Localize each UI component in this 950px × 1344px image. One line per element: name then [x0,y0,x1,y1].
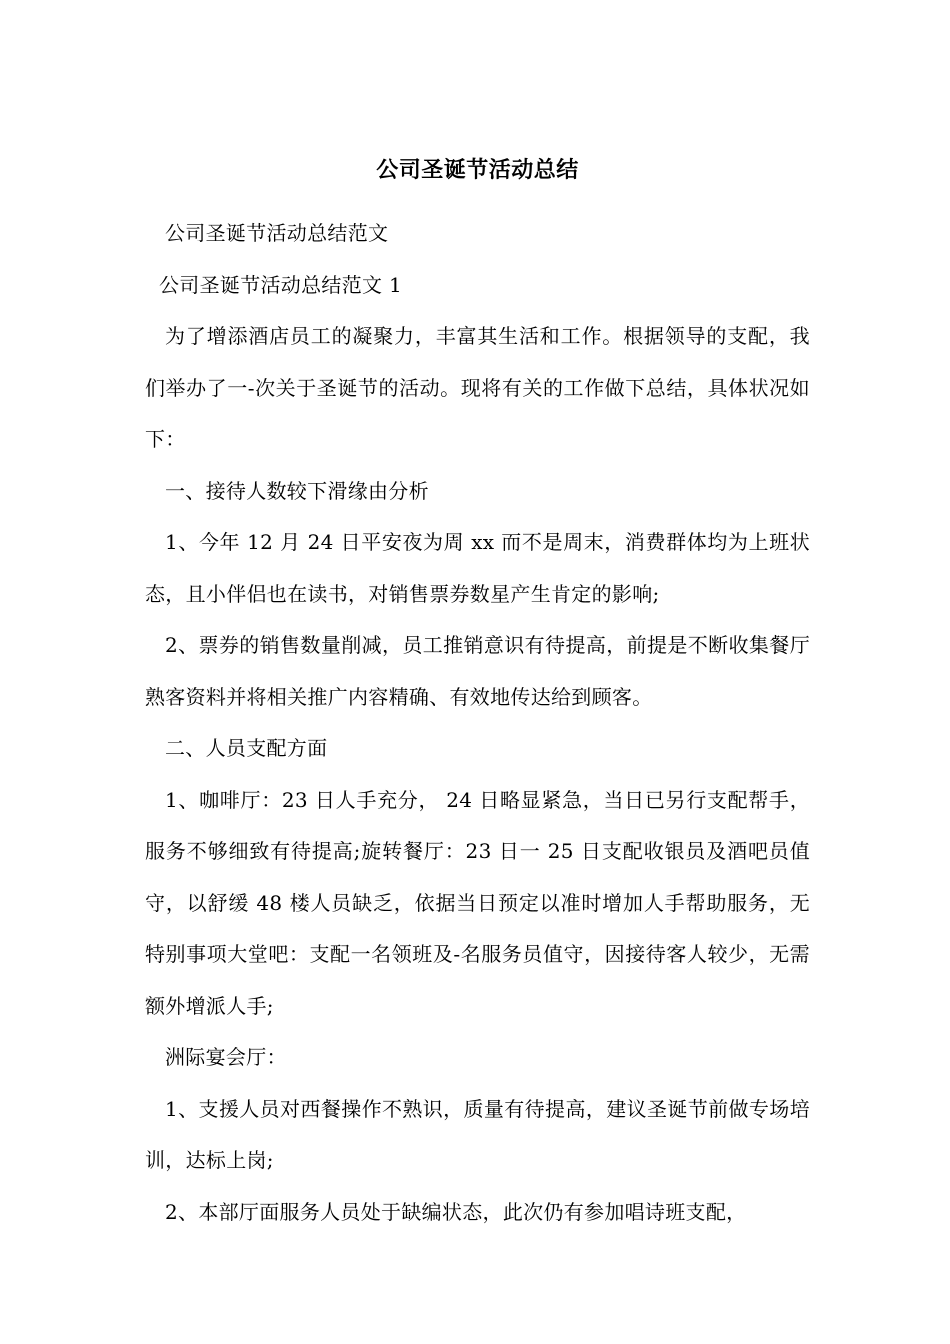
analysis-item-1: 1、今年 12 月 24 日平安夜为周 xx 而不是周末，消费群体均为上班状态，且小伴侣也在读书，对销售票券数星产生肯定的影响; [145,530,810,606]
subsection-ballroom: 洲际宴会厅： [165,1045,287,1069]
analysis-item-2: 2、票券的销售数量削减，员工推销意识有待提高，前提是不断收集餐厅熟客资料并将相关推广内容精确、有效地传达给到顾客。 [145,633,810,709]
section-heading-staffing: 二、人员支配方面 [165,736,328,760]
section-heading-1: 公司圣诞节活动总结范文 1 [159,272,402,297]
ballroom-item-1: 1、支援人员对西餐操作不熟识，质量有待提高，建议圣诞节前做专场培训，达标上岗; [145,1096,810,1172]
section-heading-analysis: 一、接待人数较下滑缘由分析 [165,478,429,503]
intro-paragraph: 为了增添酒店员工的凝聚力，丰富其生活和工作。根据领导的支配，我们举办了一-次关于圣诞节的活动。现将有关的工作做下总结，具体状况如下： [145,324,810,451]
document-title: 公司圣诞节活动总结 [376,157,579,183]
document-page [145,150,810,1238]
subtitle-paragraph: 公司圣诞节活动总结范文 [165,221,389,245]
ballroom-item-2: 2、本部厅面服务人员处于缺编状态，此次仍有参加唱诗班支配， [165,1199,747,1224]
staffing-item-1: 1、咖啡厅：23 日人手充分， 24 日略显紧急，当日已另行支配帮手，服务不够细致有待提高;旋转餐厅：23 日一 25 日支配收银员及酒吧员值守，以舒缓 48 楼人员缺乏，依据当日预定以准时增加人手帮助服务，无特别事项大堂吧：支配一名领班及-名服务员值守，因接待客人较少，无需额外增派人手; [145,787,810,1018]
